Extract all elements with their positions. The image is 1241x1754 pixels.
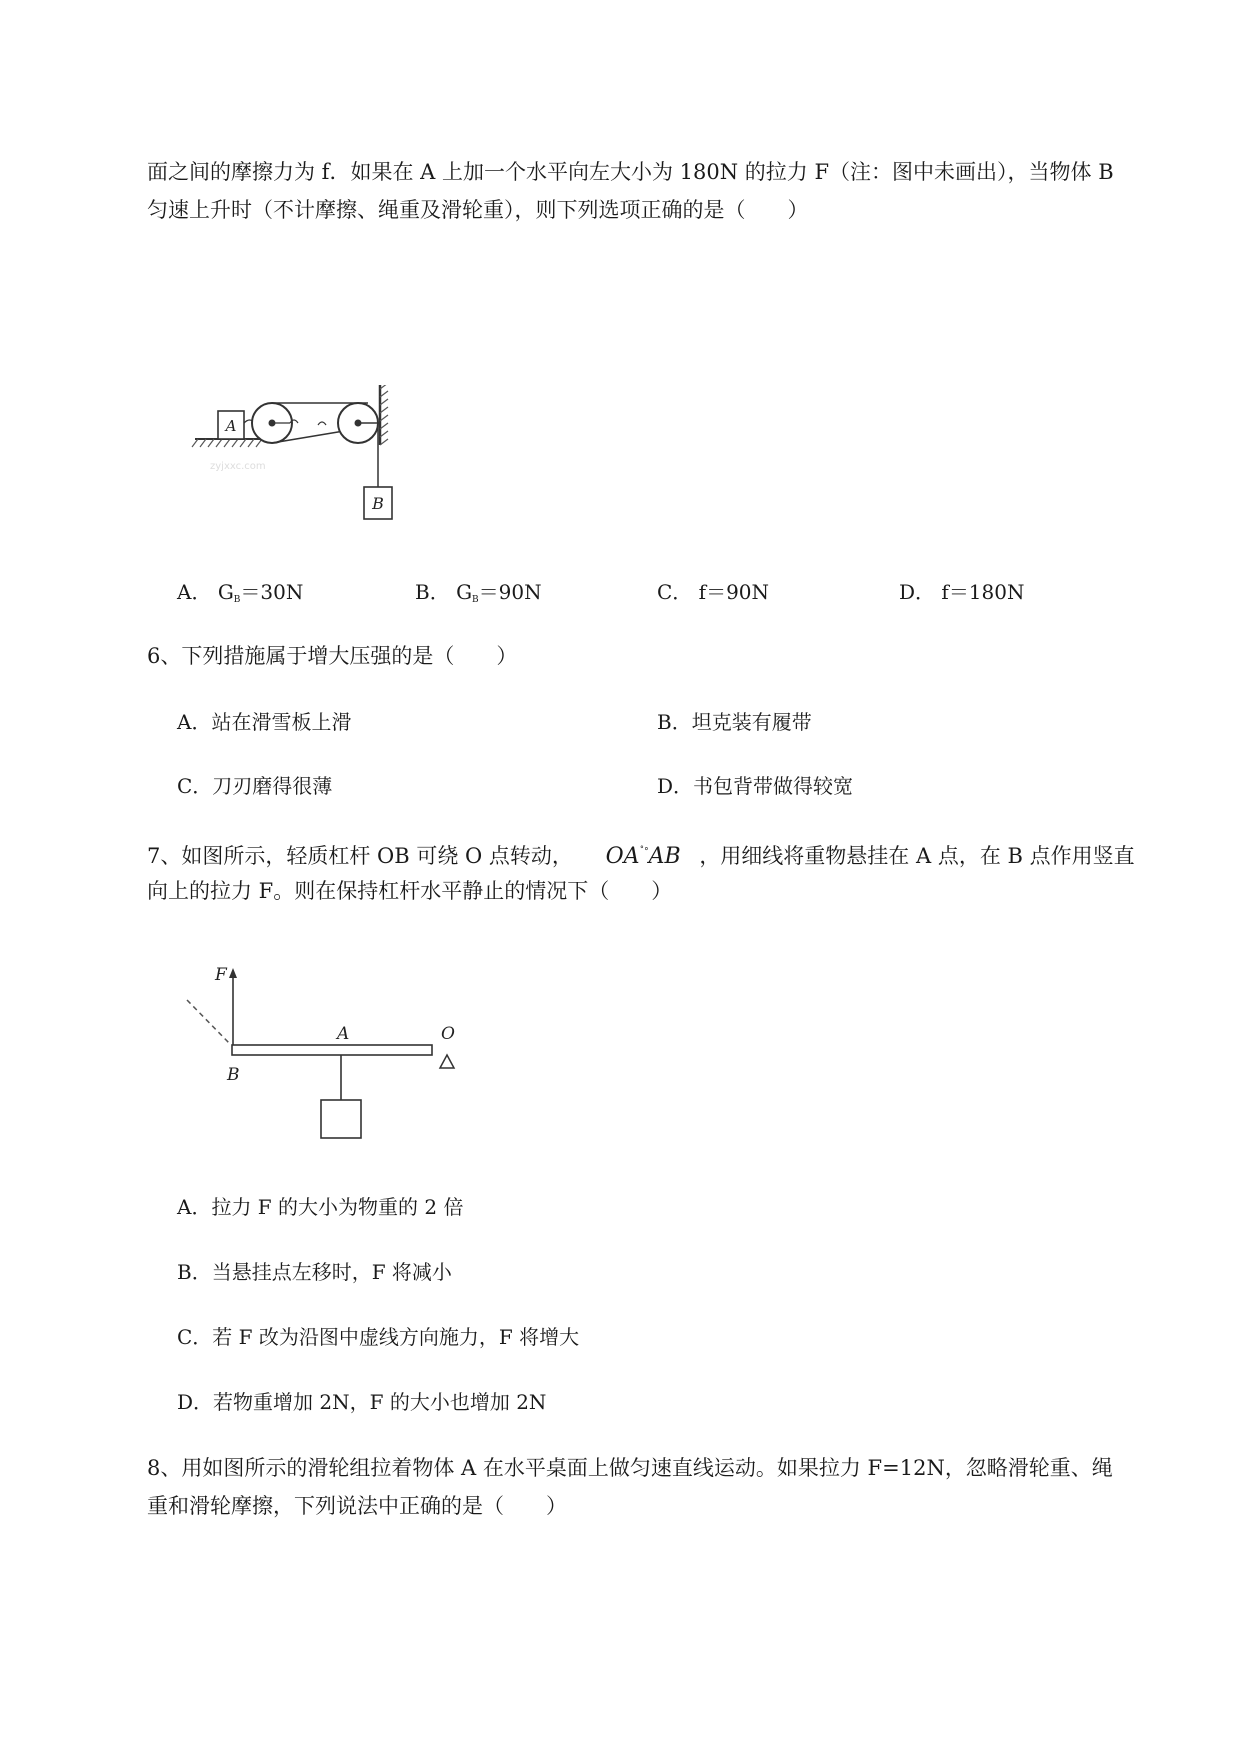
q7-math-ab: AB	[648, 844, 681, 869]
q5-option-a[interactable]	[177, 577, 303, 615]
dashed-force-line	[187, 1000, 231, 1045]
q5-pulley-figure	[190, 385, 450, 527]
q5-option-a-subscript: B	[233, 595, 241, 605]
q7-stem-line2: 向上的拉力 F。则在保持杠杆水平静止的情况下（ ）	[147, 879, 673, 903]
q5-option-d-value: ＝180N	[948, 580, 1025, 604]
q5-option-c[interactable]	[657, 577, 769, 607]
q7-option-d[interactable]: D．若物重增加 2N，F 的大小也增加 2N	[177, 1390, 547, 1414]
q7-lever-figure	[175, 958, 475, 1158]
q5-option-c-value: ＝90N	[706, 580, 770, 604]
q6-option-d[interactable]: D．书包背带做得较宽	[657, 774, 854, 798]
q5-option-c-prefix: C．	[657, 580, 693, 604]
q5-option-b-symbol: G	[456, 580, 473, 604]
label-o: O	[441, 1024, 455, 1044]
q7-stem-line1	[147, 837, 1135, 872]
q6-option-b[interactable]: B．坦克装有履带	[657, 710, 812, 734]
label-b: B	[227, 1065, 240, 1085]
q7-math-symbol: ˚°	[639, 847, 649, 857]
q5-option-a-prefix: A．	[177, 580, 212, 604]
q7-math-oa: OA	[605, 844, 640, 869]
watermark: zyjxxc.com	[210, 461, 266, 472]
q5-stem-line1: 面之间的摩擦力为 f．如果在 A 上加一个水平向左大小为 180N 的拉力 F（注：图中未画出），当物体 B	[147, 160, 1114, 184]
q6-option-c[interactable]: C．刀刃磨得很薄	[177, 774, 333, 798]
q7-option-c[interactable]: C．若 F 改为沿图中虚线方向施力，F 将增大	[177, 1325, 580, 1349]
q7-stem-part2: ，用细线将重物悬挂在 A 点，在 B 点作用竖直	[699, 844, 1135, 868]
q8-stem-line2: 重和滑轮摩擦，下列说法中正确的是（ ）	[147, 1494, 567, 1518]
q5-option-b-subscript: B	[472, 595, 479, 605]
q5-option-d-prefix: D．	[899, 580, 936, 604]
q6-option-a[interactable]: A．站在滑雪板上滑	[177, 710, 352, 734]
q5-option-a-symbol: G	[217, 580, 234, 604]
q5-option-a-value: ＝30N	[240, 580, 304, 604]
lever	[232, 1045, 432, 1055]
q5-option-d[interactable]	[899, 577, 1025, 607]
ground-hatch	[192, 439, 262, 447]
block-b-label: B	[372, 494, 384, 513]
q5-option-d-symbol: f	[941, 580, 949, 604]
force-arrow-head	[229, 968, 237, 978]
q5-option-b-value: ＝90N	[478, 580, 542, 604]
q7-option-b[interactable]: B．当悬挂点左移时，F 将减小	[177, 1260, 452, 1284]
q5-stem-line2: 匀速上升时（不计摩擦、绳重及滑轮重），则下列选项正确的是（ ）	[147, 198, 809, 222]
q7-option-a[interactable]: A．拉力 F 的大小为物重的 2 倍	[177, 1195, 464, 1219]
block-a-label: A	[225, 417, 237, 435]
pivot	[440, 1055, 454, 1068]
q7-stem-part1: 7、如图所示，轻质杠杆 OB 可绕 O 点转动，	[147, 844, 573, 868]
label-a: A	[337, 1024, 350, 1044]
q5-option-b[interactable]	[415, 577, 542, 615]
q5-option-c-symbol: f	[698, 580, 707, 604]
q6-stem: 6、下列措施属于增大压强的是（ ）	[147, 644, 518, 668]
q8-stem-line1: 8、用如图所示的滑轮组拉着物体 A 在水平桌面上做匀速直线运动。如果拉力 F=12N，忽略滑轮重、绳	[147, 1456, 1113, 1480]
label-f: F	[215, 965, 227, 985]
weight	[321, 1100, 361, 1138]
q5-option-b-prefix: B．	[415, 580, 450, 604]
